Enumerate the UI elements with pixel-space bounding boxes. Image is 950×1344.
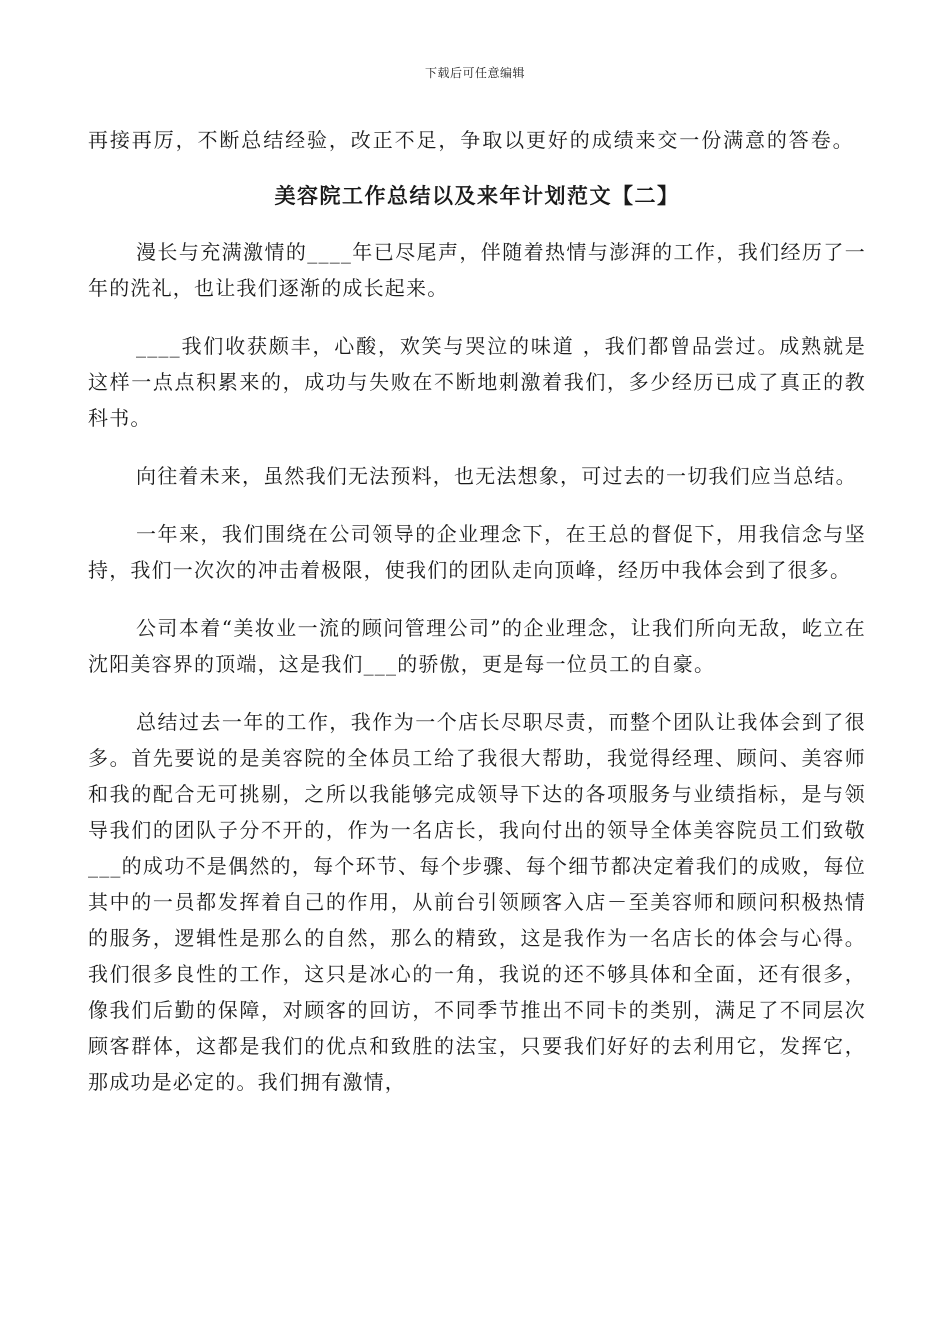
paragraph-6: 总结过去一年的工作，我作为一个店长尽职尽责，而整个团队让我体会到了很多。首先要说的是美容院的全体员工给了我很大帮助，我觉得经理、顾问、美容师和我的配合无可挑剔，之所以我能够完成领导下达的各项服务与业绩指标，是与领导我们的团队子分不开的，作为一名店长，我向付出的领导全体美容院员工们致敬___的成功不是偶然的，每个环节、每个步骤、每个细节都决定着我们的成败，每位其中的一员都发挥着自己的作用，从前台引领顾客入店－至美容师和顾问积极热情的服务，逻辑性是那么的自然，那么的精致，这是我作为一名店长的体会与心得。我们很多良性的工作，这只是冰心的一角，我说的还不够具体和全面，还有很多，像我们后勤的保障，对顾客的回访，不同季节推出不同卡的类别，满足了不同层次顾客群体，这都是我们的优点和致胜的法宝，只要我们好好的去利用它，发挥它，那成功是必定的。我们拥有激情， — [88, 710, 866, 1094]
paragraph-5: 公司本着“美妆业一流的顾问管理公司”的企业理念，让我们所向无敌，屹立在沈阳美容界的顶端，这是我们___的骄傲，更是每一位员工的自豪。 — [88, 616, 866, 676]
section-title: 美容院工作总结以及来年计划范文【二】 — [274, 183, 680, 208]
continuation-paragraph: 再接再厉，不断总结经验，改正不足，争取以更好的成绩来交一份满意的答卷。 — [88, 128, 855, 152]
paragraph-3: 向往着未来，虽然我们无法预料，也无法想象，可过去的一切我们应当总结。 — [136, 464, 857, 488]
paragraph-1: 漫长与充满激情的____年已尽尾声，伴随着热情与澎湃的工作，我们经历了一年的洗礼，也让我们逐渐的成长起来。 — [88, 240, 866, 300]
header-note: 下载后可任意编辑 — [424, 66, 525, 80]
paragraph-4: 一年来，我们围绕在公司领导的企业理念下，在王总的督促下，用我信念与坚持，我们一次次的冲击着极限，使我们的团队走向顶峰，经历中我体会到了很多。 — [88, 522, 866, 582]
paragraph-2: ____我们收获颇丰，心酸，欢笑与哭泣的味道 ，我们都曾品尝过。成熟就是这样一点点积累来的，成功与失败在不断地刺激着我们，多少经历已成了真正的教科书。 — [88, 334, 866, 430]
document-body — [88, 122, 866, 1100]
